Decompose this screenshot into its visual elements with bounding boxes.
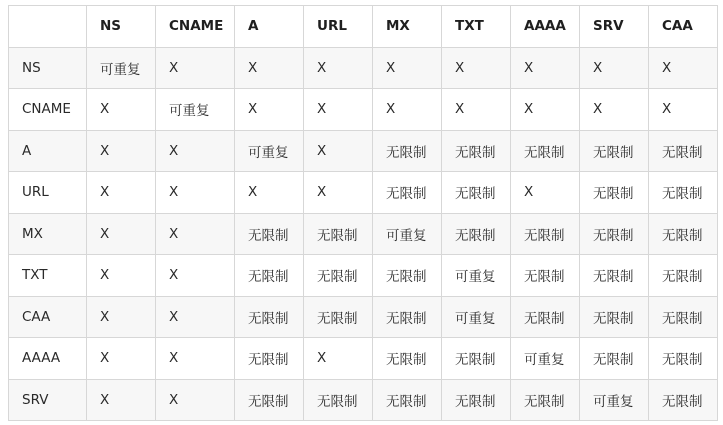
table-cell: 无限制 [442,379,511,421]
table-cell: 无限制 [649,338,718,380]
table-row [9,255,718,297]
table-cell: X [580,89,649,131]
column-header-mx: MX [373,6,442,48]
header-row [9,6,718,48]
table-cell: X [156,213,235,255]
table-row [9,296,718,338]
table-cell: 可重复 [235,130,304,172]
column-header-ns: NS [87,6,156,48]
table-cell: 可重复 [373,213,442,255]
table-cell: 无限制 [235,296,304,338]
table-cell: X [87,255,156,297]
table-cell: 无限制 [649,296,718,338]
table-cell: 无限制 [442,338,511,380]
table-cell: 无限制 [511,130,580,172]
row-header-ns: NS [9,47,87,89]
table-cell: X [156,255,235,297]
table-cell: X [156,130,235,172]
table-cell: X [87,89,156,131]
table-cell: X [235,89,304,131]
table-row [9,47,718,89]
table-cell: 可重复 [442,296,511,338]
table-cell: X [87,172,156,214]
table-row [9,213,718,255]
table-cell: X [156,338,235,380]
table-cell: 无限制 [373,172,442,214]
table-cell: 无限制 [373,338,442,380]
table-cell: X [87,213,156,255]
table-header [9,6,718,48]
table-cell: X [511,172,580,214]
column-header-srv: SRV [580,6,649,48]
table-cell: X [87,296,156,338]
column-header-aaaa: AAAA [511,6,580,48]
table-cell: 无限制 [304,296,373,338]
table-row [9,172,718,214]
table-cell: 无限制 [373,255,442,297]
column-header-a: A [235,6,304,48]
table-cell: 无限制 [649,379,718,421]
table-cell: 无限制 [235,213,304,255]
table-cell: 可重复 [87,47,156,89]
row-header-url: URL [9,172,87,214]
dns-record-conflict-table [8,5,718,421]
table-cell: 无限制 [649,255,718,297]
table-cell: X [304,130,373,172]
row-header-mx: MX [9,213,87,255]
table-cell: 无限制 [304,379,373,421]
table-cell: X [87,338,156,380]
table-cell: 可重复 [156,89,235,131]
table-cell: 无限制 [373,379,442,421]
row-header-caa: CAA [9,296,87,338]
table-cell: 无限制 [649,130,718,172]
table-cell: X [442,89,511,131]
table-cell: 无限制 [442,130,511,172]
table-cell: X [235,172,304,214]
row-header-txt: TXT [9,255,87,297]
table-cell: X [304,89,373,131]
table-cell: 无限制 [235,338,304,380]
table-cell: 无限制 [511,379,580,421]
table-cell: 无限制 [580,213,649,255]
table-cell: 可重复 [442,255,511,297]
table-cell: 无限制 [511,255,580,297]
table-cell: 无限制 [649,172,718,214]
table-cell: X [87,379,156,421]
table-cell: 无限制 [580,338,649,380]
table-cell: X [304,338,373,380]
table-cell: 无限制 [580,255,649,297]
table-cell: 无限制 [580,130,649,172]
table-cell: X [156,47,235,89]
row-header-cname: CNAME [9,89,87,131]
table-cell: X [442,47,511,89]
corner-cell [9,6,87,48]
table-row [9,89,718,131]
table-cell: X [156,296,235,338]
table-cell: 无限制 [235,379,304,421]
table-cell: X [156,379,235,421]
table-cell: X [156,172,235,214]
table-cell: X [87,130,156,172]
table-cell: 无限制 [373,296,442,338]
table-cell: 无限制 [442,172,511,214]
row-header-a: A [9,130,87,172]
column-header-url: URL [304,6,373,48]
table-cell: 可重复 [511,338,580,380]
table-cell: X [649,47,718,89]
column-header-caa: CAA [649,6,718,48]
table-cell: X [235,47,304,89]
table-cell: 无限制 [511,296,580,338]
table-cell: X [511,89,580,131]
table-cell: X [373,47,442,89]
row-header-srv: SRV [9,379,87,421]
column-header-txt: TXT [442,6,511,48]
table-cell: X [373,89,442,131]
table-row [9,379,718,421]
table-cell: X [580,47,649,89]
table-body [9,47,718,421]
row-header-aaaa: AAAA [9,338,87,380]
table-cell: 无限制 [235,255,304,297]
table-cell: 无限制 [580,296,649,338]
table-cell: 无限制 [580,172,649,214]
table-cell: X [304,47,373,89]
table-cell: X [304,172,373,214]
table-cell: 无限制 [304,213,373,255]
table-cell: 无限制 [304,255,373,297]
column-header-cname: CNAME [156,6,235,48]
table-cell: 无限制 [373,130,442,172]
table-cell: 可重复 [580,379,649,421]
table-cell: 无限制 [649,213,718,255]
table-cell: 无限制 [511,213,580,255]
table-cell: 无限制 [442,213,511,255]
table-cell: X [649,89,718,131]
table-cell: X [511,47,580,89]
table-row [9,130,718,172]
table-row [9,338,718,380]
